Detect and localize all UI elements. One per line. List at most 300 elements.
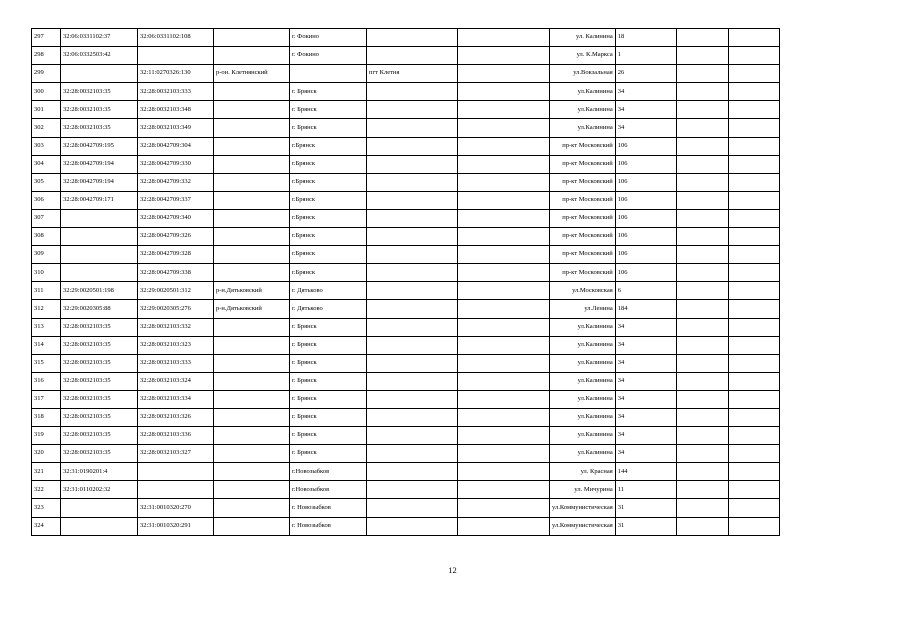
- table-cell: [458, 390, 550, 408]
- table-cell: 310: [32, 264, 61, 282]
- table-cell: 32:06:0331102:37: [61, 29, 138, 47]
- table-cell: 32:29:0020501:198: [61, 282, 138, 300]
- table-cell: г.Брянск: [290, 228, 367, 246]
- table-cell: [458, 463, 550, 481]
- table-cell: 32:28:0042709:332: [138, 173, 214, 191]
- table-cell: 106: [615, 264, 676, 282]
- table-cell: пр-кт Московский: [550, 155, 616, 173]
- table-cell: 106: [615, 228, 676, 246]
- table-cell: [290, 65, 367, 83]
- table-cell: [214, 137, 290, 155]
- table-row: [32, 228, 780, 246]
- table-cell: [367, 336, 458, 354]
- table-cell: [458, 318, 550, 336]
- table-cell: г.Брянск: [290, 137, 367, 155]
- table-cell: 307: [32, 209, 61, 227]
- table-row: [32, 119, 780, 137]
- table-row: [32, 47, 780, 65]
- table-cell: [367, 481, 458, 499]
- table-cell: [214, 29, 290, 47]
- table-cell: г.Брянск: [290, 155, 367, 173]
- table-cell: [728, 354, 779, 372]
- table-cell: 305: [32, 173, 61, 191]
- table-row: [32, 300, 780, 318]
- table-cell: [214, 445, 290, 463]
- table-cell: [367, 445, 458, 463]
- table-cell: 314: [32, 336, 61, 354]
- table-cell: 26: [615, 65, 676, 83]
- table-cell: [367, 354, 458, 372]
- table-cell: 34: [615, 354, 676, 372]
- table-cell: 318: [32, 408, 61, 426]
- table-cell: 32:28:0042709:326: [138, 228, 214, 246]
- table-cell: [458, 427, 550, 445]
- table-cell: ул.Калинина: [550, 101, 616, 119]
- table-cell: г. Дятьково: [290, 282, 367, 300]
- table-cell: 34: [615, 445, 676, 463]
- table-cell: [458, 517, 550, 535]
- table-cell: г. Брянск: [290, 336, 367, 354]
- table-cell: [458, 354, 550, 372]
- table-cell: р-н.Дятьковский: [214, 282, 290, 300]
- table-cell: 308: [32, 228, 61, 246]
- table-cell: 312: [32, 300, 61, 318]
- page-number: 12: [448, 565, 457, 575]
- table-cell: [367, 119, 458, 137]
- table-cell: 317: [32, 390, 61, 408]
- table-cell: [61, 517, 138, 535]
- table-cell: [61, 499, 138, 517]
- table-cell: [728, 318, 779, 336]
- table-cell: [458, 499, 550, 517]
- table-cell: пр-кт Московский: [550, 137, 616, 155]
- table-cell: [458, 119, 550, 137]
- table-cell: 32:28:0032103:35: [61, 390, 138, 408]
- table-cell: ул. Мичурина: [550, 481, 616, 499]
- table-cell: [728, 65, 779, 83]
- table-cell: [458, 101, 550, 119]
- table-cell: 32:28:0032103:35: [61, 336, 138, 354]
- table-cell: [458, 481, 550, 499]
- table-cell: [676, 390, 728, 408]
- table-cell: пр-кт Московский: [550, 173, 616, 191]
- table-cell: 31: [615, 517, 676, 535]
- table-cell: [214, 191, 290, 209]
- table-cell: 32:28:0032103:35: [61, 354, 138, 372]
- table-cell: ул.Калинина: [550, 408, 616, 426]
- table-cell: [728, 246, 779, 264]
- table-cell: [676, 481, 728, 499]
- table-cell: 32:28:0032103:333: [138, 354, 214, 372]
- table-cell: 299: [32, 65, 61, 83]
- table-cell: [367, 228, 458, 246]
- table-cell: [458, 445, 550, 463]
- table-cell: [676, 282, 728, 300]
- table-cell: [214, 101, 290, 119]
- table-cell: г. Брянск: [290, 354, 367, 372]
- table-cell: [676, 191, 728, 209]
- table-row: [32, 191, 780, 209]
- table-cell: [458, 336, 550, 354]
- table-cell: 32:28:0032103:349: [138, 119, 214, 137]
- table-cell: пр-кт Московский: [550, 209, 616, 227]
- table-cell: [728, 517, 779, 535]
- table-cell: [367, 372, 458, 390]
- table-row: [32, 101, 780, 119]
- table-cell: [214, 336, 290, 354]
- table-cell: 32:28:0032103:35: [61, 408, 138, 426]
- table-cell: [728, 83, 779, 101]
- table-cell: [214, 372, 290, 390]
- table-cell: 32:28:0042709:328: [138, 246, 214, 264]
- table-cell: 18: [615, 29, 676, 47]
- table-cell: [458, 173, 550, 191]
- table-cell: [61, 228, 138, 246]
- table-cell: ул.Коммунистическая: [550, 517, 616, 535]
- table-cell: [676, 499, 728, 517]
- table-body: [32, 29, 780, 536]
- table-cell: 32:06:0331102:108: [138, 29, 214, 47]
- table-cell: 32:31:0110202:32: [61, 481, 138, 499]
- table-cell: 32:28:0032103:35: [61, 101, 138, 119]
- table-cell: [214, 354, 290, 372]
- table-cell: [728, 282, 779, 300]
- table-cell: г. Брянск: [290, 119, 367, 137]
- table-cell: пгт Клетня: [367, 65, 458, 83]
- table-row: [32, 246, 780, 264]
- table-cell: [728, 209, 779, 227]
- table-cell: [214, 427, 290, 445]
- table-cell: [728, 300, 779, 318]
- table-cell: [458, 155, 550, 173]
- table-cell: [728, 137, 779, 155]
- table-cell: [728, 155, 779, 173]
- table-cell: 303: [32, 137, 61, 155]
- table-cell: г.Брянск: [290, 209, 367, 227]
- table-row: [32, 445, 780, 463]
- table-cell: 32:29:0020305:88: [61, 300, 138, 318]
- table-row: [32, 517, 780, 535]
- table-cell: 32:28:0032103:35: [61, 318, 138, 336]
- table-cell: [61, 264, 138, 282]
- property-register-table: [31, 28, 780, 536]
- table-cell: [61, 246, 138, 264]
- table-cell: [458, 29, 550, 47]
- table-cell: г. Брянск: [290, 445, 367, 463]
- table-cell: 301: [32, 101, 61, 119]
- table-cell: ул.Калинина: [550, 427, 616, 445]
- table-row: [32, 155, 780, 173]
- table-cell: 300: [32, 83, 61, 101]
- table-cell: 34: [615, 119, 676, 137]
- table-cell: 34: [615, 408, 676, 426]
- table-cell: [676, 246, 728, 264]
- table-cell: [367, 499, 458, 517]
- table-cell: [676, 119, 728, 137]
- table-cell: 32:28:0042709:338: [138, 264, 214, 282]
- table-cell: [458, 65, 550, 83]
- table-cell: [676, 463, 728, 481]
- table-cell: [458, 264, 550, 282]
- table-cell: ул.Калинина: [550, 372, 616, 390]
- table-cell: ул.Калинина: [550, 390, 616, 408]
- table-cell: [458, 47, 550, 65]
- table-row: [32, 427, 780, 445]
- table-cell: 306: [32, 191, 61, 209]
- table-cell: [367, 29, 458, 47]
- table-cell: 32:28:0042709:304: [138, 137, 214, 155]
- table-cell: 322: [32, 481, 61, 499]
- table-cell: пр-кт Московский: [550, 246, 616, 264]
- table-cell: [214, 390, 290, 408]
- table-cell: [214, 408, 290, 426]
- table-cell: ул.Калинина: [550, 445, 616, 463]
- table-cell: [367, 264, 458, 282]
- table-cell: г.Новозыбков: [290, 463, 367, 481]
- table-cell: г. Дятьково: [290, 300, 367, 318]
- table-cell: г. Новозыбков: [290, 499, 367, 517]
- table-row: [32, 354, 780, 372]
- table-cell: [458, 246, 550, 264]
- table-row: [32, 209, 780, 227]
- table-cell: 106: [615, 155, 676, 173]
- table-cell: [728, 372, 779, 390]
- table-cell: [214, 47, 290, 65]
- table-row: [32, 390, 780, 408]
- table-cell: [367, 137, 458, 155]
- table-cell: г. Брянск: [290, 390, 367, 408]
- table-cell: ул.Вокзальная: [550, 65, 616, 83]
- table-cell: г. Брянск: [290, 318, 367, 336]
- table-cell: [728, 228, 779, 246]
- table-cell: 32:28:0032103:333: [138, 83, 214, 101]
- table-cell: [458, 372, 550, 390]
- table-cell: пр-кт Московский: [550, 264, 616, 282]
- table-row: [32, 83, 780, 101]
- table-cell: [214, 481, 290, 499]
- table-cell: [367, 408, 458, 426]
- table-cell: [61, 65, 138, 83]
- table-row: [32, 282, 780, 300]
- table-cell: [367, 173, 458, 191]
- table-cell: 298: [32, 47, 61, 65]
- table-cell: [214, 209, 290, 227]
- table-row: [32, 173, 780, 191]
- table-cell: [367, 155, 458, 173]
- table-cell: [676, 354, 728, 372]
- table-cell: [676, 336, 728, 354]
- table-cell: [728, 499, 779, 517]
- table-cell: 106: [615, 173, 676, 191]
- table-cell: [676, 445, 728, 463]
- table-cell: [728, 390, 779, 408]
- table-cell: 6: [615, 282, 676, 300]
- table-row: [32, 372, 780, 390]
- table-cell: [676, 155, 728, 173]
- table-cell: [728, 336, 779, 354]
- table-cell: 32:28:0032103:323: [138, 336, 214, 354]
- table-cell: [676, 47, 728, 65]
- table-cell: 34: [615, 427, 676, 445]
- table-cell: [458, 191, 550, 209]
- table-cell: 309: [32, 246, 61, 264]
- table-row: [32, 481, 780, 499]
- table-cell: 32:31:0190201:4: [61, 463, 138, 481]
- table-cell: [367, 246, 458, 264]
- table-cell: 323: [32, 499, 61, 517]
- table-cell: 106: [615, 209, 676, 227]
- table-cell: [367, 300, 458, 318]
- table-cell: [676, 65, 728, 83]
- table-cell: 1: [615, 47, 676, 65]
- table-cell: 324: [32, 517, 61, 535]
- table-cell: [367, 83, 458, 101]
- table-cell: 31: [615, 499, 676, 517]
- table-cell: 32:28:0042709:195: [61, 137, 138, 155]
- table-cell: [728, 173, 779, 191]
- table-cell: 32:28:0032103:332: [138, 318, 214, 336]
- table-cell: 32:29:0020305:276: [138, 300, 214, 318]
- table-cell: 311: [32, 282, 61, 300]
- table-cell: [458, 300, 550, 318]
- table-cell: [676, 427, 728, 445]
- table-cell: 34: [615, 83, 676, 101]
- table-cell: 316: [32, 372, 61, 390]
- table-cell: ул.Московская: [550, 282, 616, 300]
- table-cell: 32:28:0032103:35: [61, 372, 138, 390]
- table-cell: [676, 83, 728, 101]
- table-cell: [214, 155, 290, 173]
- table-cell: [214, 318, 290, 336]
- table-cell: [138, 463, 214, 481]
- table-cell: 32:28:0032103:327: [138, 445, 214, 463]
- table-cell: [138, 47, 214, 65]
- table-cell: 32:28:0032103:334: [138, 390, 214, 408]
- table-cell: ул. К.Маркса: [550, 47, 616, 65]
- table-cell: [214, 83, 290, 101]
- table-cell: [214, 246, 290, 264]
- table-cell: [458, 83, 550, 101]
- table-cell: ул.Калинина: [550, 119, 616, 137]
- table-cell: [728, 427, 779, 445]
- table-cell: р-н.Дятьковский: [214, 300, 290, 318]
- table-cell: [138, 481, 214, 499]
- table-cell: [728, 101, 779, 119]
- table-cell: [367, 390, 458, 408]
- table-cell: 184: [615, 300, 676, 318]
- table-cell: 32:28:0032103:35: [61, 427, 138, 445]
- table-cell: [458, 408, 550, 426]
- table-cell: г.Брянск: [290, 264, 367, 282]
- table-cell: 34: [615, 101, 676, 119]
- table-cell: [676, 408, 728, 426]
- table-cell: 321: [32, 463, 61, 481]
- table-cell: [214, 463, 290, 481]
- table-cell: 32:31:0010320:291: [138, 517, 214, 535]
- table-cell: [676, 173, 728, 191]
- table-cell: р-он. Клетнянский: [214, 65, 290, 83]
- table-cell: [367, 517, 458, 535]
- table-cell: 32:28:0042709:337: [138, 191, 214, 209]
- table-cell: 34: [615, 318, 676, 336]
- table-row: [32, 65, 780, 83]
- table-cell: 32:28:0032103:324: [138, 372, 214, 390]
- table-cell: [728, 119, 779, 137]
- table-cell: 34: [615, 336, 676, 354]
- table-cell: г. Брянск: [290, 372, 367, 390]
- table-cell: [367, 191, 458, 209]
- table-cell: 32:28:0042709:340: [138, 209, 214, 227]
- table-cell: 302: [32, 119, 61, 137]
- table-row: [32, 499, 780, 517]
- table-cell: ул. Калинина: [550, 29, 616, 47]
- table-cell: 32:28:0032103:35: [61, 445, 138, 463]
- table-cell: ул.Калинина: [550, 83, 616, 101]
- table-cell: 319: [32, 427, 61, 445]
- table-row: [32, 264, 780, 282]
- table-cell: 32:28:0042709:194: [61, 173, 138, 191]
- table-cell: пр-кт Московский: [550, 191, 616, 209]
- table-cell: [676, 29, 728, 47]
- table-row: [32, 336, 780, 354]
- table-cell: [728, 47, 779, 65]
- table-cell: г.Брянск: [290, 173, 367, 191]
- table-cell: 32:28:0042709:171: [61, 191, 138, 209]
- table-cell: [728, 445, 779, 463]
- table-cell: ул.Калинина: [550, 318, 616, 336]
- table-cell: [367, 47, 458, 65]
- table-cell: 32:28:0042709:194: [61, 155, 138, 173]
- table-cell: [458, 228, 550, 246]
- table-row: [32, 463, 780, 481]
- table-cell: 144: [615, 463, 676, 481]
- table-cell: [728, 463, 779, 481]
- table-cell: ул. Красная: [550, 463, 616, 481]
- table-cell: 11: [615, 481, 676, 499]
- table-cell: пр-кт Московский: [550, 228, 616, 246]
- table-cell: [367, 101, 458, 119]
- table-cell: г. Брянск: [290, 83, 367, 101]
- table-cell: г. Брянск: [290, 101, 367, 119]
- table-cell: 297: [32, 29, 61, 47]
- table-cell: 32:29:0020501:312: [138, 282, 214, 300]
- table-cell: 34: [615, 390, 676, 408]
- table-cell: [458, 282, 550, 300]
- table-cell: [676, 372, 728, 390]
- table-cell: [367, 318, 458, 336]
- table-cell: [367, 282, 458, 300]
- table-cell: г.Брянск: [290, 191, 367, 209]
- table-cell: [728, 191, 779, 209]
- table-cell: г. Брянск: [290, 427, 367, 445]
- table-row: [32, 318, 780, 336]
- table-cell: [728, 408, 779, 426]
- table-cell: [214, 173, 290, 191]
- table-cell: [676, 228, 728, 246]
- table-cell: 32:28:0032103:35: [61, 119, 138, 137]
- table-cell: г.Брянск: [290, 246, 367, 264]
- table-cell: [367, 209, 458, 227]
- table-cell: [214, 499, 290, 517]
- table-cell: ул.Коммунистическая: [550, 499, 616, 517]
- table-cell: ул.Калинина: [550, 336, 616, 354]
- table-cell: 32:28:0032103:348: [138, 101, 214, 119]
- table-cell: [728, 29, 779, 47]
- table-cell: 32:31:0010320:270: [138, 499, 214, 517]
- table-cell: [214, 228, 290, 246]
- table-row: [32, 29, 780, 47]
- table-cell: 32:28:0032103:326: [138, 408, 214, 426]
